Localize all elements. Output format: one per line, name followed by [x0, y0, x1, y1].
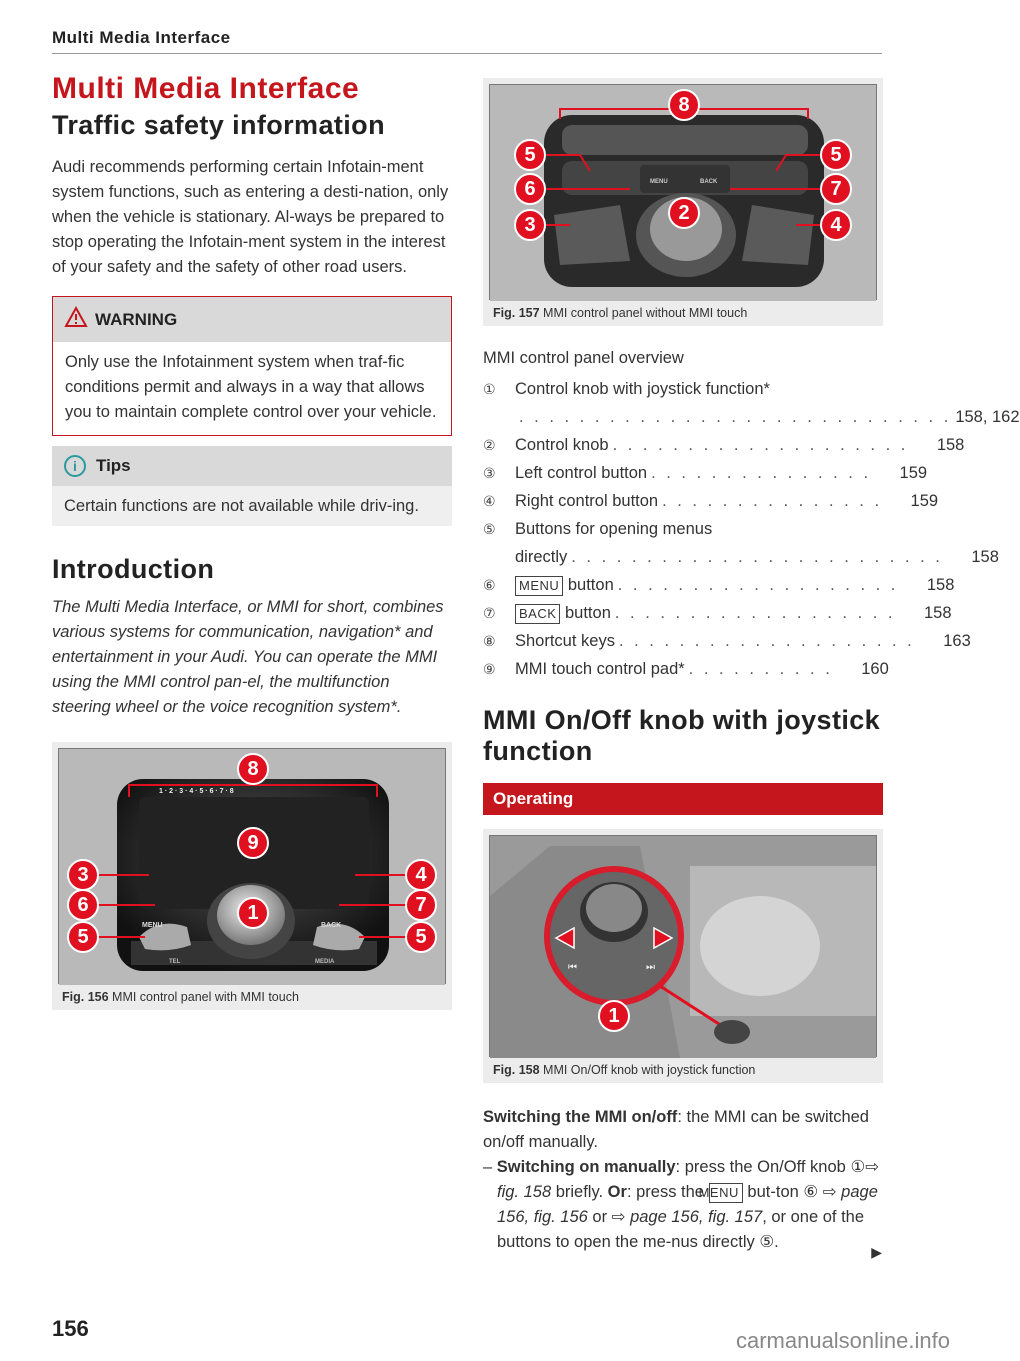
list-item: ⑨ MMI touch control pad* . . . . . . . . . . 160 [483, 660, 889, 678]
callout-9: 9 [237, 827, 269, 859]
svg-text:⏭: ⏭ [646, 962, 655, 973]
list-item: ④ Right control button . . . . . . . . . . . . . . . 159 [483, 492, 939, 510]
figure-156-caption [58, 984, 446, 1010]
menu-button-label: MENU [142, 922, 163, 929]
figure-157-label: Fig. 157 [493, 306, 540, 320]
figure-156-caption-text: MMI control panel with MMI touch [112, 990, 299, 1004]
list-item: ⑦ BACK button . . . . . . . . . . . . . . . . . . . 158 [483, 604, 952, 622]
list-item: ⑧ Shortcut keys . . . . . . . . . . . . . . . . . . . . 163 [483, 632, 971, 650]
header-rule [52, 53, 882, 54]
tips-label: Tips [96, 456, 131, 475]
on-off-knob-illustration [490, 836, 876, 1058]
callout-8: 8 [237, 753, 269, 785]
callout-7: 7 [405, 889, 437, 921]
heading-knob: MMI On/Off knob with joystick function [483, 705, 881, 766]
callout-1: 1 [237, 897, 269, 929]
overview-title: MMI control panel overview [483, 349, 684, 367]
callout-4: 4 [405, 859, 437, 891]
list-item: directly . . . . . . . . . . . . . . . . . . . . . . . . . 158 [515, 548, 999, 566]
tips-text: Certain functions are not available while driv-ing. [64, 497, 419, 515]
list-item: ② Control knob . . . . . . . . . . . . . . . . . . . . 158 [483, 436, 965, 454]
figure-156-label: Fig. 156 [62, 990, 109, 1004]
page156-fig156-ref[interactable]: ⇨ page 156, fig. 156 [497, 1183, 878, 1226]
running-header: Multi Media Interface [52, 28, 231, 47]
figure-157-image [489, 84, 877, 300]
figure-157-caption-text: MMI control panel without MMI touch [543, 306, 748, 320]
back-button-label: BACK [700, 179, 718, 185]
switching-text: : the MMI can be switched on/off manually. [483, 1108, 869, 1151]
media-button-label: MEDIA [315, 959, 335, 965]
info-icon: i [64, 455, 86, 477]
operating-bar: Operating [483, 783, 883, 815]
callout-3: 3 [67, 859, 99, 891]
manual-bold: Switching on manually [496, 1158, 676, 1176]
callout-4: 4 [820, 209, 852, 241]
callout-8: 8 [668, 89, 700, 121]
callout-1: 1 [598, 1000, 630, 1032]
figure-157-caption [489, 300, 877, 326]
callout-5-left: 5 [67, 921, 99, 953]
figure-158-caption-text: MMI On/Off knob with joystick function [543, 1063, 756, 1077]
figure-157 [483, 78, 883, 326]
warning-box [52, 296, 452, 436]
chapter-title: Multi Media Interface [52, 72, 360, 105]
warning-header [53, 297, 451, 342]
figure-158-image [489, 835, 877, 1057]
callout-7: 7 [820, 173, 852, 205]
figure-156-image [58, 748, 446, 984]
right-column [483, 78, 1020, 1271]
introduction-text: The Multi Media Interface, or MMI for short, combines various systems for communication, navigation* and entertainment in your Audi. You can operate the MMI using the MMI control pan-el, the multifunction steering wheel or the voice recognition system*. [52, 598, 444, 716]
list-item: ③ Left control button . . . . . . . . . . . . . . . 159 [483, 464, 928, 482]
callout-5-left: 5 [514, 139, 546, 171]
heading-introduction: Introduction [52, 554, 215, 584]
list-item: ① Control knob with joystick function* [483, 380, 770, 398]
warning-label: WARNING [95, 309, 178, 329]
left-column [52, 72, 452, 1010]
manual-paragraph: – Switching on manually: press the On/Off knob ①⇨ fig. 158 briefly. Or: press the MENU but-ton ⑥ ⇨ page 156, fig. 156 or ⇨ page 156, fig. 157, or one of the buttons to open the me-nus directly ⑤. [483, 1158, 880, 1251]
menu-button-label: MENU [650, 179, 668, 185]
figure-158 [483, 829, 883, 1083]
back-button-label: BACK [321, 922, 342, 929]
callout-2: 2 [668, 197, 700, 229]
svg-text:⏮: ⏮ [568, 962, 577, 973]
figure-158-caption [489, 1057, 877, 1083]
callout-6: 6 [514, 173, 546, 205]
tips-header [52, 446, 452, 486]
list-item: ⑤ Buttons for opening menus [483, 520, 713, 538]
traffic-safety-text: Audi recommends performing certain Infotain-ment system functions, such as entering a desti-nation, only when the vehicle is stationary. Al-ways be prepared to stop operating the Infotain-ment system in the interest of your safety and the safety of other road users. [52, 158, 449, 276]
switching-paragraph [483, 1105, 883, 1155]
continue-arrow-icon: ▶ [871, 1244, 882, 1260]
shortcut-keys-label: 1 · 2 · 3 · 4 · 5 · 6 · 7 · 8 [159, 788, 234, 795]
page-number: 156 [52, 1316, 89, 1341]
menu-key: MENU [515, 576, 563, 596]
menu-key: MENU [709, 1183, 743, 1203]
figure-156 [52, 742, 452, 1010]
page156-fig157-ref[interactable]: ⇨ page 156, fig. 157 [611, 1208, 763, 1226]
list-item: . . . . . . . . . . . . . . . . . . . . . . . . . . . . . 158, 162 [519, 408, 1020, 426]
tips-box [52, 446, 452, 526]
watermark: carmanualsonline.info [735, 1328, 950, 1353]
back-key: BACK [515, 604, 560, 624]
callout-5-right: 5 [820, 139, 852, 171]
callout-5-right: 5 [405, 921, 437, 953]
switching-bold: Switching the MMI on/off [483, 1108, 678, 1126]
warning-text: Only use the Infotainment system when traf-fic conditions permit and always in a way that allows you to maintain complete control over your vehicle. [65, 353, 437, 421]
heading-traffic-safety: Traffic safety information [52, 110, 385, 140]
overview-list [483, 375, 1020, 683]
fig158-ref[interactable]: ①⇨ fig. 158 [497, 1158, 880, 1201]
warning-triangle-icon [65, 307, 87, 332]
callout-3: 3 [514, 209, 546, 241]
tel-button-label: TEL [169, 959, 181, 965]
list-item: ⑥ MENU button . . . . . . . . . . . . . . . . . . . 158 [483, 576, 955, 594]
callout-6: 6 [67, 889, 99, 921]
figure-158-label: Fig. 158 [493, 1063, 540, 1077]
